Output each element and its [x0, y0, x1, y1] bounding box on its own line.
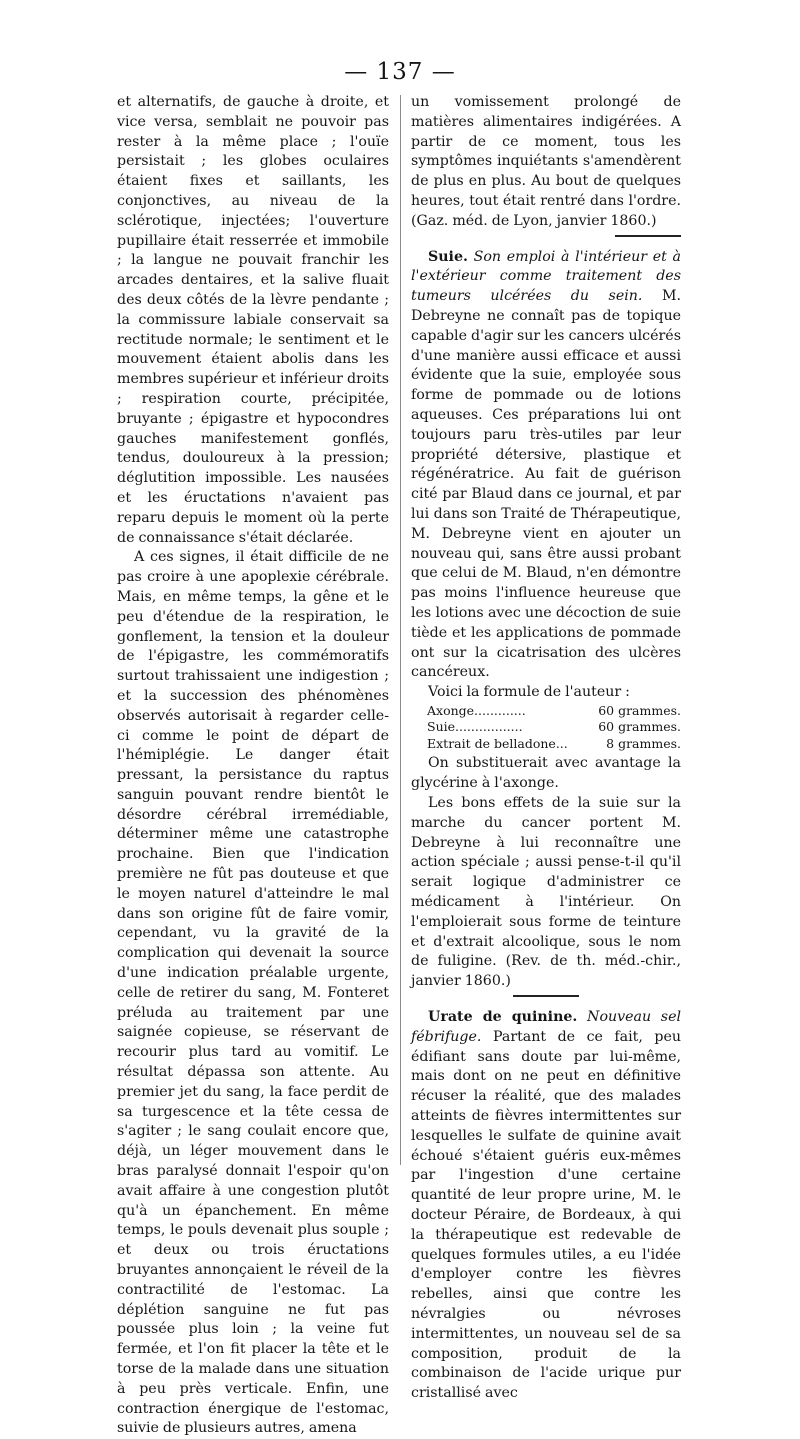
section-separator	[615, 235, 681, 237]
section-lead: Urate de quinine.	[428, 1008, 578, 1025]
section-title: Nouveau sel fébrifuge.	[411, 1008, 682, 1045]
section-body: Partant de ce fait, peu édifiant sans doute par lui-même, mais dont on ne peut en définitive récuser la réalité, que des malades atteints de fièvres intermittentes sur lesquelles le sulfate de quinine avait échoué s'étaient guéris eux-mêmes par l'ingestion d'une certaine quantité de leur propre urine, M. le docteur Péraire, de Bordeaux, à qui la thérapeutique est redevable de quelques formules utiles, a eu l'idée d'employer contre les fièvres rebelles, ainsi que contre les névralgies ou névroses intermittentes, un nouveau sel de sa composition, produit de la combinaison de l'acide urique pur cristallisé avec	[411, 1028, 681, 1402]
ingredient-name: Axonge.............	[427, 702, 526, 718]
section-body: M. Debreyne ne connaît pas de topique capable d'agir sur les cancers ulcérés d'une manière aussi efficace et aussi évidente que la suie, employée sous forme de pommade ou de lotions aqueuses. Ces préparations lui ont toujours paru très-utiles par leur propriété détersive, plastique et régénératrice. Au fait de guérison cité par Blaud dans ce journal, et par lui dans son Traité de Thérapeutique, M. Debreyne vient en ajouter un nouveau qui, sans être aussi probant que celui de M. Blaud, n'en démontre pas moins l'influence heureuse que les lotions avec une décoction de suie tiède et les applications de pommade ont sur la cicatrisation des ulcères cancéreux.	[411, 288, 681, 681]
page-number: — 137 —	[344, 59, 456, 85]
paragraph: Les bons effets de la suie sur la marche du cancer portent M. Debreyne à lui reconnaître une action spéciale ; aussi pense-t-il qu'il serait logique d'administrer ce médicament à l'intérieur. On l'emploierait sous forme de teinture et d'extrait alcoolique, sous le nom de fuligine. (Rev. de th. méd.-chir., janvier 1860.)	[411, 795, 681, 990]
column-divider	[400, 95, 401, 1165]
right-column	[411, 93, 681, 1404]
paragraph: A ces signes, il était difficile de ne pas croire à une apoplexie cérébrale. Mais, en même temps, la gêne et le peu d'étendue de la respiration, le gonflement, la tension et la douleur de l'épigastre, les commémoratifs surtout trahissaient une indigestion ; et la succession des phénomènes observés autorisait à regarder celle-ci comme le point de départ de l'hémiplégie. Le danger était pressant, la persistance du raptus sanguin pouvant rendre bientôt le désordre cérébral irremédiable, déterminer même une catastrophe prochaine. Bien que l'indication première ne fût pas douteuse et que le moyen naturel d'atteindre le mal dans son origine fût de faire vomir, cependant, vu la gravité de la complication qui devenait la source d'une indication préalable urgente, celle de retirer du sang, M. Fonteret préluda au traitement par une saignée copieuse, se réservant de recourir plus tard au vomitif. Le résultat dépassa son attente. Au premier jet du sang, la face perdit de sa turgescence et la tête cessa de s'agiter ; le sang coulait encore que, déjà, un léger mouvement dans le bras paralysé donnait l'espoir qu'on avait affaire à une congestion plutôt qu'à un épanchement. En même temps, le pouls devenait plus souple ; et deux ou trois éructations bruyantes annonçaient le réveil de la contractilité de l'estomac. La déplétion sanguine ne fut pas poussée plus loin ; la veine fut fermée, et l'on fit placer la tête et le torse de la malade dans une situation à peu près verticale. Enfin, une contraction énergique de l'estomac, suivie de plusieurs autres, amena	[117, 549, 389, 1437]
formula-row	[411, 736, 681, 753]
paragraph: On substituerait avec avantage la glycérine à l'axonge.	[411, 755, 681, 792]
section-urate	[411, 1008, 681, 1404]
ingredient-name: Extrait de belladone...	[427, 735, 568, 751]
ingredient-amount: 60 grammes.	[598, 702, 681, 718]
formula-row	[411, 703, 681, 720]
formula-row	[411, 719, 681, 736]
section-suie	[411, 248, 681, 684]
section-lead: Suie.	[428, 248, 468, 265]
formula-intro: Voici la formule de l'auteur :	[428, 684, 630, 701]
paragraph: un vomissement prolongé de matières alimentaires indigérées. A partir de ce moment, tous les symptômes inquiétants s'amendèrent de plus en plus. Au bout de quelques heures, tout était rentré dans l'ordre. (Gaz. méd. de Lyon, janvier 1860.)	[411, 94, 681, 229]
ingredient-name: Suie.................	[427, 719, 523, 735]
section-separator	[513, 995, 579, 997]
left-column	[117, 93, 389, 1439]
paragraph: et alternatifs, de gauche à droite, et vice versa, semblait ne pouvoir pas rester à la même place ; l'ouïe persistait ; les globes oculaires étaient fixes et saillants, les conjonctives, au niveau de la sclérotique, injectées; l'ouverture pupillaire était resserrée et immobile ; la langue ne pouvait franchir les arcades dentaires, et la salive fluait des deux côtés de la lèvre pendante ; la commissure labiale conservait sa rectitude normale; le sentiment et le mouvement étaient abolis dans les membres supérieur et inférieur droits ; respiration courte, précipitée, bruyante ; épigastre et hypocondres gauches manifestement gonflés, tendus, douloureux à la pression; déglutition impossible. Les nausées et les éructations n'avaient pas reparu depuis le moment où la perte de connaissance s'était déclarée.	[117, 94, 389, 546]
ingredient-amount: 8 grammes.	[606, 735, 681, 751]
formula-table	[411, 703, 681, 753]
ingredient-amount: 60 grammes.	[598, 719, 681, 735]
section-title: Son emploi à l'intérieur et à l'extérieur comme traitement des tumeurs ulcérées du sein.	[411, 248, 681, 305]
